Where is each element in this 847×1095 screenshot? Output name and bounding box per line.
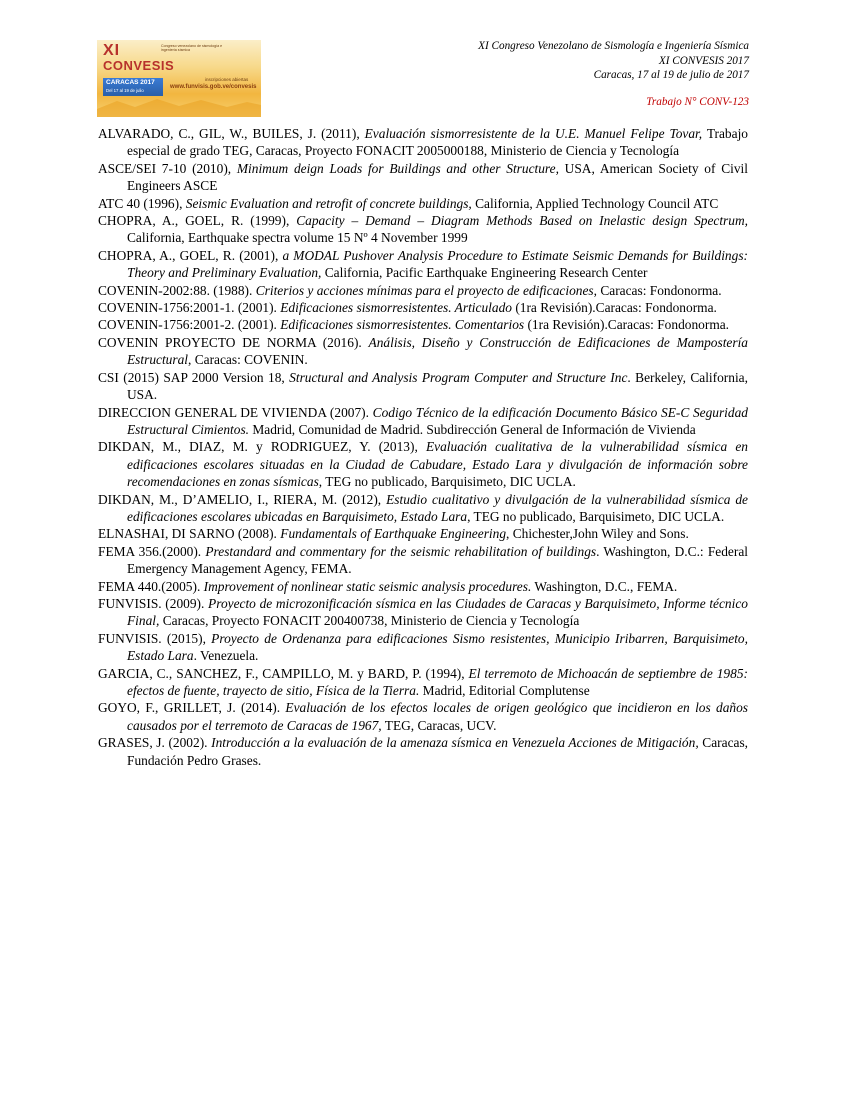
reference-authors: ELNASHAI, DI SARNO (2008).: [98, 526, 281, 542]
reference-entry: [98, 438, 748, 490]
reference-authors: DIKDAN, M., D’AMELIO, I., RIERA, M. (2012),: [98, 491, 387, 507]
reference-entry: [98, 247, 748, 282]
logo-url: www.funvisis.gob.ve/convesis: [170, 84, 257, 90]
reference-entry: [98, 665, 748, 700]
reference-title: a MODAL Pushover Analysis Procedure to Estimate Seismic Demands for Buildings: Theory and Preliminary Evaluation,: [127, 247, 748, 281]
reference-authors: FUNVISIS. (2009).: [98, 595, 209, 611]
reference-title: Análisis, Diseño y Construcción de Edificaciones de Mampostería Estructural: [127, 334, 749, 368]
reference-title: Seismic Evaluation and retrofit of concrete buildings,: [185, 195, 472, 211]
reference-authors: GARCIA, C., SANCHEZ, F., CAMPILLO, M. y BARD, P. (1994),: [98, 665, 469, 681]
reference-entry: [98, 282, 748, 299]
reference-details: Madrid, Editorial Complutense: [419, 683, 590, 698]
reference-authors: ASCE/SEI 7-10 (2010),: [98, 160, 237, 176]
mountain-skyline-graphic: [97, 95, 261, 117]
reference-details: , Caracas: Fondonorma.: [593, 282, 722, 298]
reference-details: Caracas, Fundación Pedro Grases.: [127, 735, 749, 768]
reference-details: California, Earthquake spectra volume 15 Nº 4 November 1999: [127, 230, 468, 246]
reference-title: Evaluación de los efectos locales de origen geológico que incidieron en los daños causados por el terremoto de Caracas de 1967,: [127, 700, 748, 733]
reference-title: Edificaciones sismorresistentes. Comentarios: [280, 317, 525, 333]
reference-title: Capacity – Demand – Diagram Methods Based on Inelastic design Spectrum,: [296, 213, 748, 229]
reference-details: . Venezuela.: [193, 648, 259, 664]
reference-authors: CHOPRA, A., GOEL, R. (2001),: [98, 247, 283, 263]
reference-authors: FEMA 356.(2000).: [98, 543, 206, 559]
reference-authors: CHOPRA, A., GOEL, R. (1999),: [98, 213, 297, 229]
reference-authors: GOYO, F., GRILLET, J. (2014).: [98, 700, 286, 716]
reference-entry: [98, 491, 748, 526]
reference-entry: [98, 578, 748, 595]
reference-entry: [98, 334, 748, 369]
reference-authors: ALVARADO, C., GIL, W., BUILES, J. (2011),: [98, 126, 365, 141]
reference-title: Codigo Técnico de la edificación Documento Básico SE-C Seguridad Estructural Cimientos.: [127, 404, 748, 437]
logo-title-numeral: XI: [103, 42, 121, 59]
reference-authors: GRASES, J. (2002).: [98, 735, 212, 751]
reference-authors: COVENIN PROYECTO DE NORMA (2016).: [98, 334, 369, 350]
reference-authors: CSI (2015) SAP 2000 Version 18,: [98, 369, 290, 385]
reference-details: USA, American Society of Civil Engineers ASCE: [127, 160, 748, 194]
reference-title: El terremoto de Michoacán de septiembre de 1985: efectos de fuente, trayecto de sitio, Física de la Tierra.: [127, 665, 748, 698]
reference-details: . Washington, D.C.: Federal Emergency Management Agency, FEMA.: [127, 543, 748, 577]
reference-entry: [98, 404, 748, 439]
reference-entry: [98, 369, 748, 404]
reference-entry: [98, 543, 748, 578]
reference-details: , Caracas: COVENIN.: [188, 352, 308, 368]
logo-title-name: CONVESIS: [103, 58, 175, 73]
reference-details: Trabajo especial de grado TEG, Caracas, Proyecto FONACIT 2005000188, Ministerio de Ciencia y Tecnología: [127, 126, 748, 159]
reference-authors: FUNVISIS. (2015),: [98, 630, 212, 646]
reference-title: Proyecto de microzonificación sísmica en las Ciudades de Caracas y Barquisimeto, Informe técnico Final,: [127, 595, 748, 629]
reference-details: . Berkeley, California, USA.: [127, 369, 748, 403]
header-conference-date: Caracas, 17 al 19 de julio de 2017: [593, 69, 749, 81]
reference-entry: [98, 299, 748, 316]
reference-details: TEG, Caracas, UCV.: [381, 717, 497, 733]
reference-details: , Chichester,John Wiley and Sons.: [506, 526, 689, 542]
header-conference-short: XI CONVESIS 2017: [658, 54, 749, 67]
reference-entry: [98, 212, 748, 247]
reference-details: , TEG no publicado, Barquisimeto, DIC UCLA.: [467, 508, 725, 524]
reference-authors: FEMA 440.(2005).: [98, 578, 204, 594]
logo-dates: Del 17 al 19 de julio: [106, 88, 144, 93]
reference-details: Madrid, Comunidad de Madrid. Subdirección General de Información de Vivienda: [249, 421, 696, 437]
reference-details: (1ra Revisión).Caracas: Fondonorma.: [511, 300, 717, 316]
reference-title: Proyecto de Ordenanza para edificaciones Sismo resistentes, Municipio Iribarren, Barquisimeto, Estado Lara: [127, 630, 748, 664]
reference-title: Edificaciones sismorresistentes. Articulado: [280, 300, 512, 316]
reference-entry: [98, 525, 748, 542]
reference-details: California, Pacific Earthquake Engineering Research Center: [321, 265, 648, 281]
reference-authors: COVENIN-1756:2001-2. (2001).: [98, 317, 281, 333]
reference-entry: [98, 125, 748, 160]
conference-logo: [97, 40, 261, 117]
reference-entry: [98, 630, 748, 665]
reference-title: Fundamentals of Earthquake Engineering: [280, 526, 507, 542]
logo-city: CARACAS 2017: [106, 79, 155, 86]
reference-entry: [98, 595, 748, 630]
page-header: [478, 39, 749, 109]
reference-details: (1ra Revisión).Caracas: Fondonorma.: [524, 317, 730, 333]
logo-registration: inscripciones abiertas: [205, 77, 249, 82]
header-paper-number: Trabajo N° CONV-123: [646, 95, 749, 108]
reference-title: Introducción a la evaluación de la amenaza sísmica en Venezuela Acciones de Mitigación,: [211, 735, 699, 751]
reference-title: Evaluación sismorresistente de la U.E. Manuel Felipe Tovar,: [364, 126, 703, 141]
reference-authors: DIRECCION GENERAL DE VIVIENDA (2007).: [98, 404, 373, 420]
reference-details: Caracas, Proyecto FONACIT 200400738, Ministerio de Ciencia y Tecnología: [159, 613, 580, 629]
reference-entry: [98, 316, 748, 333]
reference-details: California, Applied Technology Council ATC: [471, 195, 719, 211]
reference-list: [98, 125, 748, 769]
reference-authors: COVENIN-2002:88. (1988).: [98, 282, 256, 298]
reference-entry: [98, 734, 748, 769]
reference-authors: ATC 40 (1996),: [98, 195, 186, 211]
reference-details: Washington, D.C., FEMA.: [531, 578, 678, 594]
reference-authors: DIKDAN, M., DIAZ, M. y RODRIGUEZ, Y. (2013),: [98, 439, 426, 455]
reference-title: Minimum deign Loads for Buildings and other Structure,: [236, 160, 559, 176]
logo-subtitle: Congreso venezolano de sismología e ingeniería sísmica: [161, 44, 223, 52]
reference-title: Estudio cualitativo y divulgación de la vulnerabilidad sísmica de edificaciones escolares ubicadas en Barquisimeto, Estado Lara: [127, 491, 749, 524]
reference-details: , TEG no publicado, Barquisimeto, DIC UCLA.: [318, 474, 576, 490]
reference-entry: [98, 195, 748, 212]
reference-title: Improvement of nonlinear static seismic analysis procedures.: [203, 578, 532, 594]
reference-authors: COVENIN-1756:2001-1. (2001).: [98, 300, 281, 316]
reference-entry: [98, 160, 748, 195]
reference-title: Structural and Analysis Program Computer and Structure Inc: [289, 369, 628, 385]
reference-title: Evaluación cualitativa de la vulnerabilidad sísmica en edificaciones escolares situadas en la Ciudad de Cabudare, Estado Lara y divulgación de información sobre recomendaciones en zonas sísmicas: [127, 439, 748, 490]
reference-entry: [98, 699, 748, 734]
header-conference-name: XI Congreso Venezolano de Sismología e Ingeniería Sísmica: [478, 40, 749, 52]
reference-title: Prestandard and commentary for the seismic rehabilitation of buildings: [205, 543, 597, 559]
reference-title: Criterios y acciones mínimas para el proyecto de edificaciones: [255, 282, 594, 298]
